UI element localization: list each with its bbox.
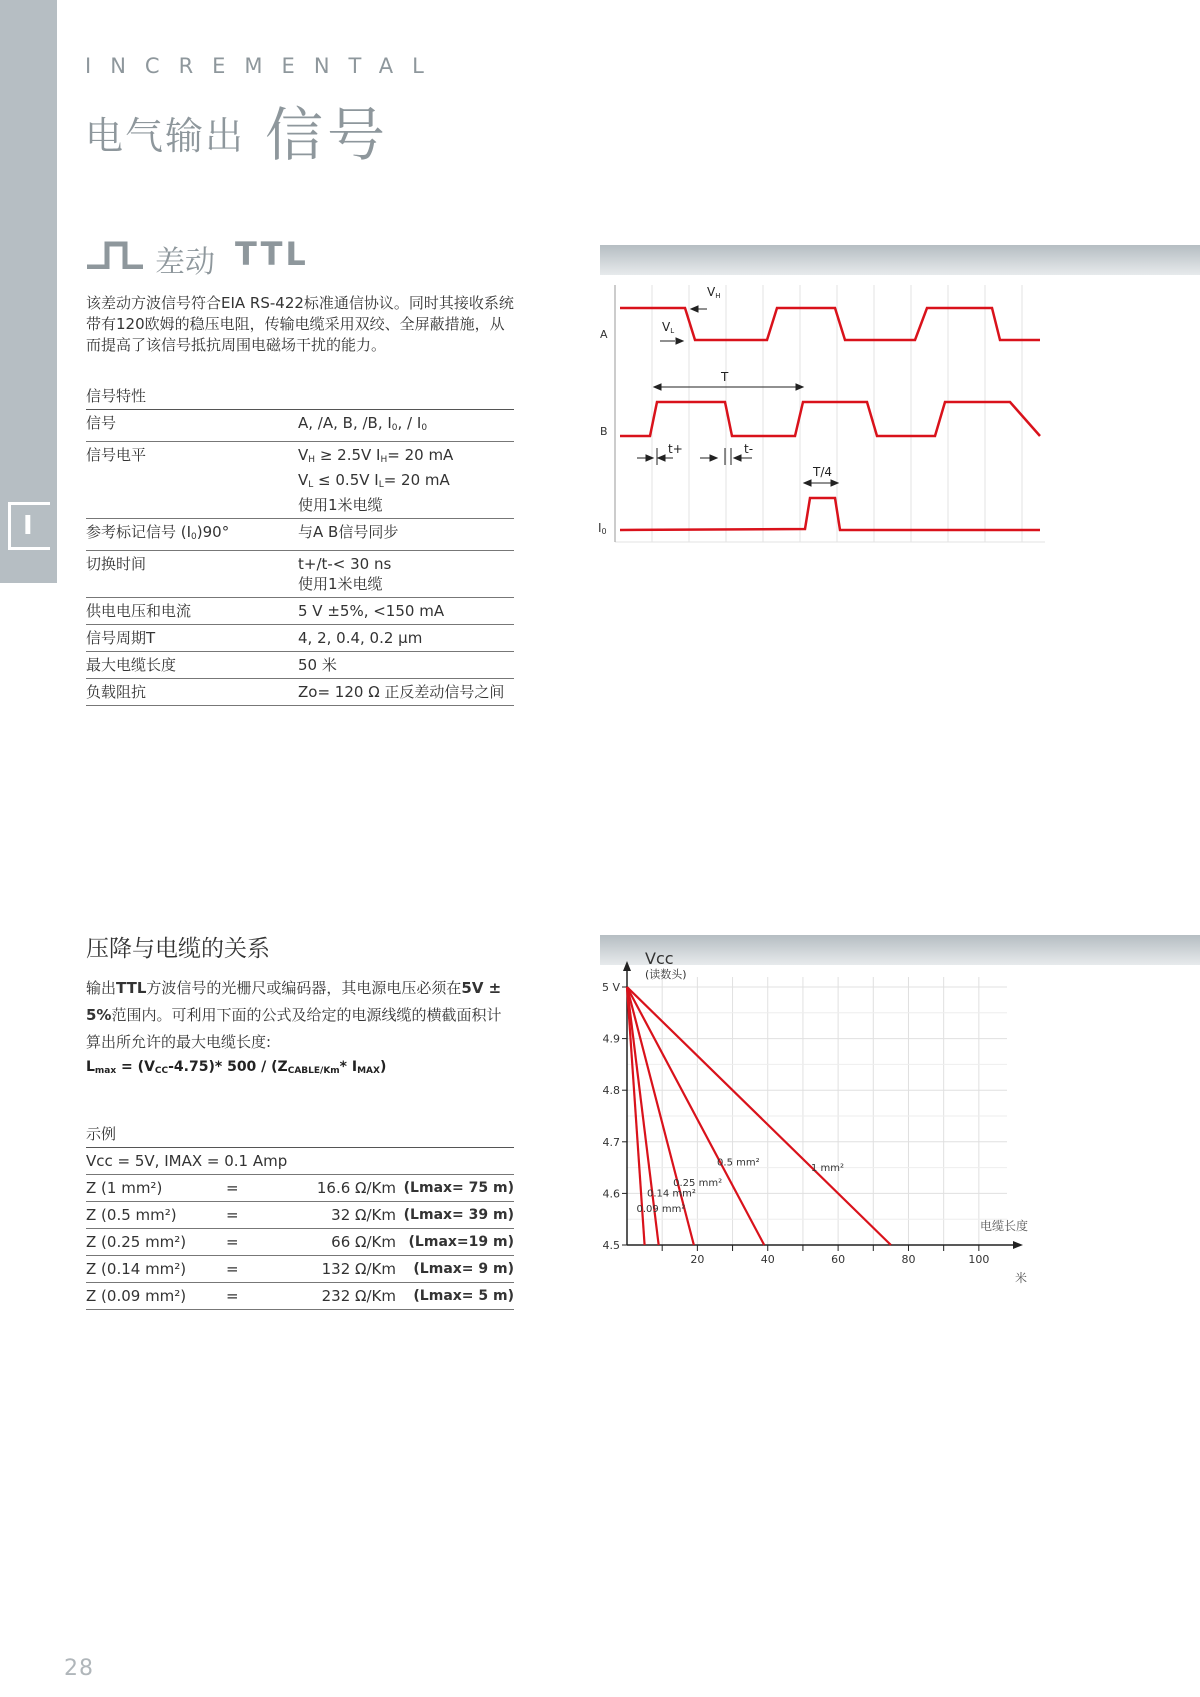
equals-sign: = bbox=[226, 1175, 276, 1202]
label-t-minus: t- bbox=[744, 442, 754, 456]
x-tick-label: 60 bbox=[831, 1253, 846, 1266]
spec-value-line: t+/t-< 30 ns bbox=[298, 555, 392, 573]
label-vh: VH bbox=[707, 285, 721, 300]
spec-value: Zo= 120 Ω 正反差动信号之间 bbox=[298, 679, 514, 706]
spec-key: 负载阻抗 bbox=[86, 679, 298, 706]
x-tick-label: 80 bbox=[901, 1253, 916, 1266]
spec-key: 切换时间 bbox=[86, 551, 298, 598]
y-tick-label: 4.6 bbox=[602, 1187, 620, 1201]
ttl-heading-label: 差动 bbox=[155, 245, 215, 280]
y-axis-arrow bbox=[623, 961, 631, 971]
page-title-large: 信号 bbox=[265, 101, 390, 169]
spec-key: 参考标记信号 $(I_0)90^\circ$ bbox=[86, 519, 298, 551]
spec-value: 与A B信号同步 bbox=[298, 519, 514, 551]
y-tick-label: 4.9 bbox=[602, 1032, 620, 1046]
spec-value-line: $V_H \ge 2.5V$ $I_H= 20$ mA bbox=[298, 446, 454, 465]
spec-value: 4, 2, 0.4, 0.2 µm bbox=[298, 625, 514, 652]
table-row bbox=[86, 598, 514, 625]
x-axis-arrow bbox=[1013, 1241, 1023, 1249]
formula: $L_{max} = (V_{CC}-4.75)*$ $500 / (Z_{CABLE/Km}*$ $I_{MAX}$) bbox=[86, 1059, 387, 1076]
table-row bbox=[86, 519, 514, 551]
y-tick-label: 4.5 bbox=[602, 1239, 620, 1252]
series-label: 0.09 mm² bbox=[636, 1204, 686, 1216]
page-number: 28 bbox=[64, 1656, 94, 1681]
signal-i0 bbox=[620, 498, 1040, 530]
table-row bbox=[86, 1229, 514, 1256]
max-length: (Lmax= 9 m) bbox=[396, 1256, 514, 1283]
square-wave-icon bbox=[85, 241, 145, 269]
cable-resistance: 132 Ω/Km bbox=[276, 1256, 396, 1283]
voltage-drop-chart bbox=[595, 945, 1055, 1290]
spec-key: 最大电缆长度 bbox=[86, 652, 298, 679]
table-row bbox=[86, 442, 514, 519]
chart-xunit: 米 bbox=[1015, 1271, 1028, 1285]
example-table bbox=[86, 1121, 514, 1310]
section-tab-label: I bbox=[23, 511, 33, 541]
example-conditions: Vcc = 5V, IMAX = 0.1 Amp bbox=[86, 1148, 514, 1175]
equals-sign: = bbox=[226, 1283, 276, 1310]
table-row bbox=[86, 410, 514, 442]
series-label: 0.14 mm² bbox=[646, 1188, 696, 1200]
equals-sign: = bbox=[226, 1256, 276, 1283]
spec-table bbox=[86, 383, 514, 706]
cable-size: Z (1 mm²) bbox=[86, 1175, 226, 1202]
series-label: 0.25 mm² bbox=[673, 1178, 723, 1190]
cable-size: Z (0.5 mm²) bbox=[86, 1202, 226, 1229]
spec-value: 50 米 bbox=[298, 652, 514, 679]
channel-label-i0: I0 bbox=[598, 521, 607, 536]
cable-resistance: 16.6 Ω/Km bbox=[276, 1175, 396, 1202]
cable-size: Z (0.09 mm²) bbox=[86, 1283, 226, 1310]
table-row bbox=[86, 1283, 514, 1310]
signal-b bbox=[620, 402, 1040, 436]
spec-table-header: 信号特性 bbox=[86, 383, 514, 410]
kicker: INCREMENTAL bbox=[85, 54, 443, 78]
equals-sign: = bbox=[226, 1229, 276, 1256]
page-title-small: 电气输出 bbox=[85, 114, 246, 158]
diagram-header-band bbox=[600, 245, 1200, 275]
series-label: 0.5 mm² bbox=[717, 1157, 760, 1169]
cable-resistance: 232 Ω/Km bbox=[276, 1283, 396, 1310]
ttl-description: 该差动方波信号符合EIA RS-422标准通信协议。同时其接收系统带有120欧姆的稳压电阻，传输电缆采用双绞、全屏蔽措施，从而提高了该信号抵抗周围电磁场干扰的能力。 bbox=[86, 294, 514, 354]
y-tick-label: 4.7 bbox=[602, 1135, 620, 1149]
table-row bbox=[86, 1175, 514, 1202]
spec-value bbox=[298, 551, 514, 598]
spec-value-line: 使用1米电缆 bbox=[298, 496, 383, 514]
cable-resistance: 32 Ω/Km bbox=[276, 1202, 396, 1229]
section-tab bbox=[8, 502, 50, 550]
y-tick-label: 4.8 bbox=[602, 1084, 620, 1098]
table-row bbox=[86, 551, 514, 598]
table-row bbox=[86, 652, 514, 679]
max-length: (Lmax= 75 m) bbox=[396, 1175, 514, 1202]
spec-value: 5 V ±5%, <150 mA bbox=[298, 598, 514, 625]
chart-axes bbox=[602, 961, 1023, 1266]
section-title: 压降与电缆的关系 bbox=[86, 936, 270, 962]
spec-value-line: 使用1米电缆 bbox=[298, 575, 383, 593]
spec-key: 信号电平 bbox=[86, 442, 298, 519]
table-row bbox=[86, 679, 514, 706]
channel-label-a: A bbox=[600, 328, 608, 341]
label-vl: VL bbox=[662, 320, 675, 335]
side-band bbox=[0, 0, 57, 583]
series-label: 1 mm² bbox=[811, 1162, 845, 1174]
cable-resistance: 66 Ω/Km bbox=[276, 1229, 396, 1256]
ttl-heading-bold: TTL bbox=[235, 235, 309, 273]
table-row bbox=[86, 1202, 514, 1229]
max-length: (Lmax= 39 m) bbox=[396, 1202, 514, 1229]
signal-a bbox=[620, 308, 1040, 340]
timing-diagram bbox=[595, 280, 1055, 550]
label-t-plus: t+ bbox=[668, 442, 683, 456]
cable-size: Z (0.14 mm²) bbox=[86, 1256, 226, 1283]
table-row bbox=[86, 1256, 514, 1283]
max-length: (Lmax= 5 m) bbox=[396, 1283, 514, 1310]
spec-key: 信号 bbox=[86, 410, 298, 442]
y-tick-label: 5 V bbox=[601, 981, 620, 994]
timing-grid bbox=[615, 285, 1045, 542]
equals-sign: = bbox=[226, 1202, 276, 1229]
spec-key: 供电电压和电流 bbox=[86, 598, 298, 625]
example-table-header: 示例 bbox=[86, 1121, 514, 1148]
spec-value bbox=[298, 442, 514, 519]
voltage-description: 输出TTL方波信号的光栅尺或编码器，其电源电压必须在5V ± 5%范围内。可利用下面的公式及给定的电源线缆的横截面积计算出所允许的最大电缆长度: bbox=[86, 979, 502, 1051]
label-quarter: T/4 bbox=[813, 465, 833, 479]
cable-size: Z (0.25 mm²) bbox=[86, 1229, 226, 1256]
table-row bbox=[86, 625, 514, 652]
max-length: (Lmax=19 m) bbox=[396, 1229, 514, 1256]
spec-value: A, /A, B, /B, $I_0$, / $I_0$ bbox=[298, 410, 514, 442]
x-tick-label: 40 bbox=[760, 1253, 775, 1266]
x-tick-label: 100 bbox=[968, 1253, 990, 1266]
chart-subtitle: (读数头) bbox=[645, 968, 687, 981]
x-tick-label: 20 bbox=[690, 1253, 705, 1266]
chart-title: Vcc bbox=[645, 949, 674, 968]
label-period: T bbox=[721, 370, 729, 384]
channel-label-b: B bbox=[600, 425, 608, 438]
spec-key: 信号周期T bbox=[86, 625, 298, 652]
chart-xlabel: 电缆长度 bbox=[980, 1219, 1029, 1233]
table-row bbox=[86, 1148, 514, 1175]
spec-value-line: $V_L \le 0.5V$ $I_L= 20$ mA bbox=[298, 471, 450, 490]
